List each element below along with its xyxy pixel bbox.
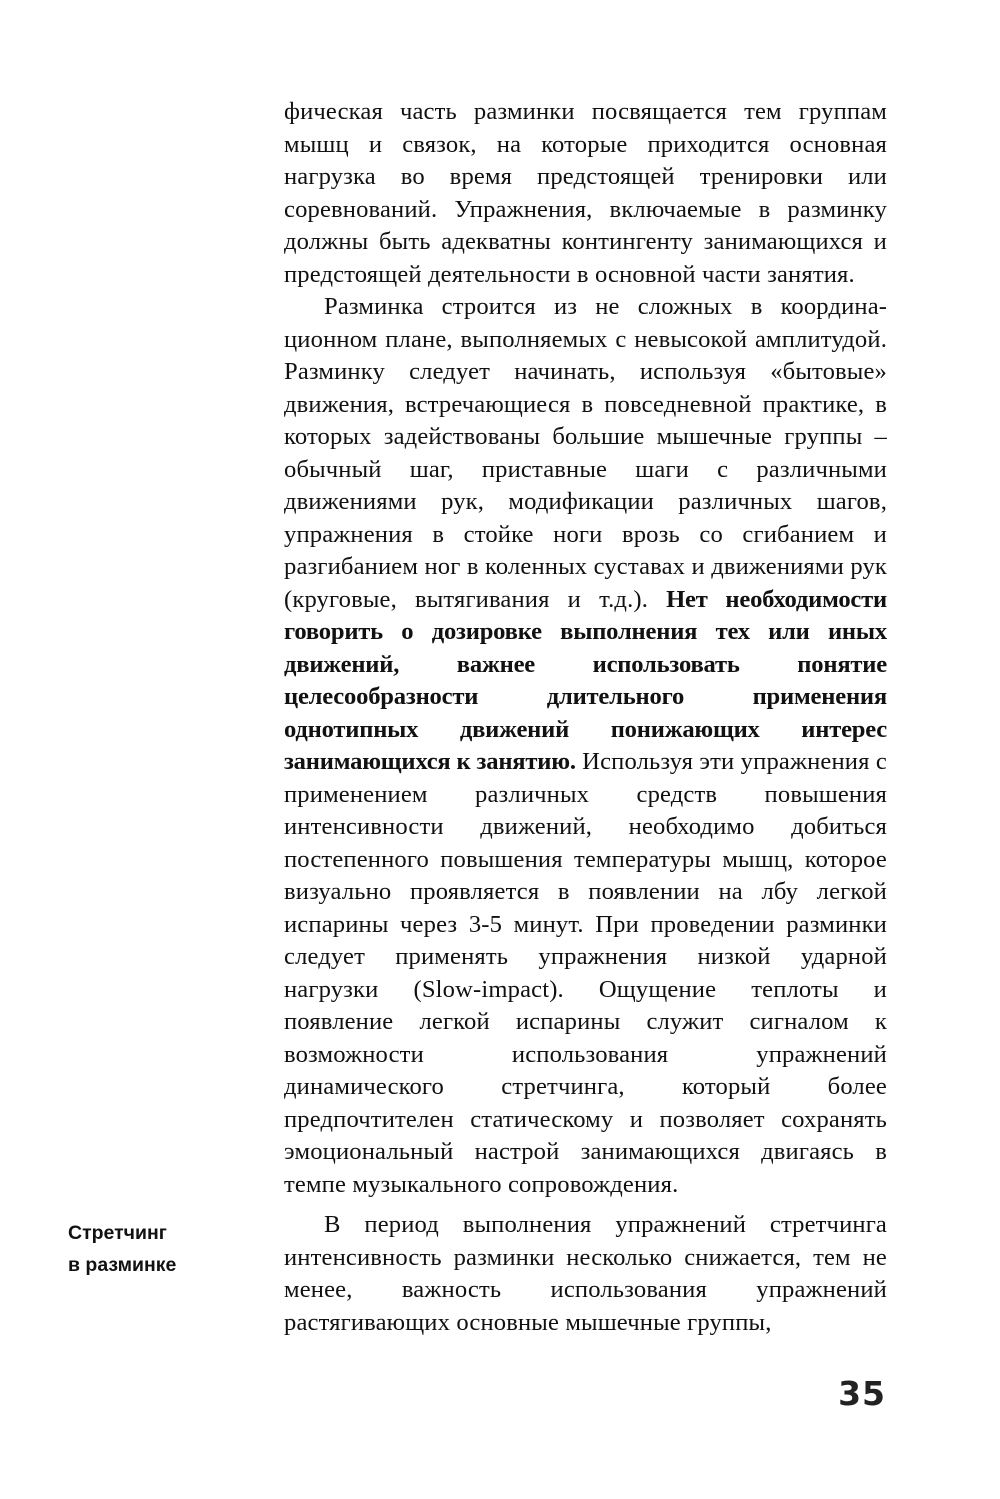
margin-section-heading (68, 1217, 268, 1281)
paragraph-2-text-before: Разминка строится из не сложных в координационном плане, выполняемых с невысокой амплитудой. Разминку следует начинать, используя «бытовые» движения, встречающиеся в повседневной практике, в которых задействованы большие мышечные группы – обычный шаг, приставные шаги с различными движениями рук, модификации различных шагов, упражнения в стойке ноги врозь со сгибанием и разгибанием ног в коленных суставах и движениями рук (круговые, вытягивания и т.д.). (284, 293, 887, 613)
paragraph-2-bold-text: Нет необходимости говорить о дозировке выполнения тех или иных движений, важнее использовать понятие целесообразности длительного применения однотипных движений понижающих интерес занимающихся к занятию. (284, 585, 887, 775)
margin-heading-line-2: в разминке (68, 1254, 177, 1276)
paragraph-1: фическая часть разминки посвящается тем группам мышц и связок, на которые приходится основная нагрузка во время предстоящей тренировки или соревнований. Упражнения, включаемые в разминку должны быть адекватны контингенту занимающихся и предстоящей деятельности в основной части занятия. (284, 98, 887, 288)
paragraph-3: В период выполнения упражнений стретчинга интенсивность разминки несколько снижается, тем не менее, важность использования упражнений растягивающих основные мышечные группы, (284, 1211, 887, 1336)
main-text-column (284, 96, 887, 1336)
paragraph-2-text-after: Используя эти упражнения с применением различных средств повышения интенсивности движений, необходимо добиться постепенного повышения температуры мышц, которое визуально проявляется в появлении на лбу легкой испарины через 3-5 минут. При проведении разминки следует применять упражнения низкой ударной нагрузки (Slow-impact). Ощущение теплоты и появление легкой испарины служит сигналом к возможности использования упражнений динамического стретчинга, который более предпочтителен статическому и позволяет сохранять эмоциональный настрой занимающихся двигаясь в темпе музыкального сопровождения. (284, 748, 887, 1198)
paragraph-2 (284, 291, 887, 1201)
page-number: 35 (838, 1374, 886, 1413)
margin-heading-line-1: Стретчинг (68, 1222, 167, 1244)
